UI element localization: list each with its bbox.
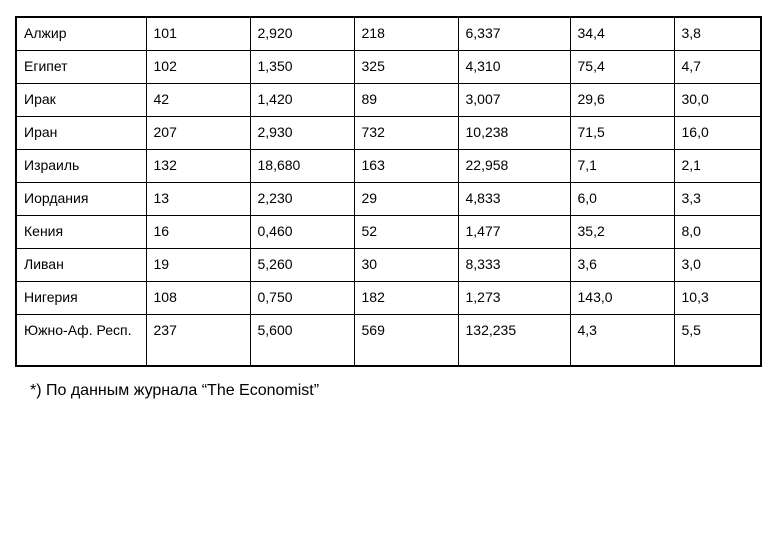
value-cell: 29,6 [570,84,674,117]
value-cell: 2,930 [250,117,354,150]
value-cell: 207 [146,117,250,150]
value-cell: 6,0 [570,183,674,216]
value-cell: 325 [354,51,458,84]
value-cell: 2,230 [250,183,354,216]
value-cell: 101 [146,17,250,51]
value-cell: 3,007 [458,84,570,117]
value-cell: 5,5 [674,315,761,367]
value-cell: 163 [354,150,458,183]
table-row [16,84,761,117]
table-row [16,315,761,367]
value-cell: 0,750 [250,282,354,315]
value-cell: 7,1 [570,150,674,183]
value-cell: 89 [354,84,458,117]
value-cell: 22,958 [458,150,570,183]
value-cell: 8,0 [674,216,761,249]
value-cell: 29 [354,183,458,216]
country-cell: Ирак [16,84,146,117]
country-cell: Нигерия [16,282,146,315]
value-cell: 1,273 [458,282,570,315]
value-cell: 10,3 [674,282,761,315]
value-cell: 16 [146,216,250,249]
value-cell: 569 [354,315,458,367]
table-row [16,117,761,150]
country-cell: Южно-Аф. Респ. [16,315,146,367]
value-cell: 42 [146,84,250,117]
value-cell: 30,0 [674,84,761,117]
table-row [16,183,761,216]
value-cell: 4,3 [570,315,674,367]
value-cell: 75,4 [570,51,674,84]
table-row [16,282,761,315]
value-cell: 19 [146,249,250,282]
country-cell: Кения [16,216,146,249]
table-row [16,51,761,84]
value-cell: 1,350 [250,51,354,84]
value-cell: 8,333 [458,249,570,282]
table-row [16,249,761,282]
value-cell: 0,460 [250,216,354,249]
value-cell: 2,920 [250,17,354,51]
value-cell: 143,0 [570,282,674,315]
value-cell: 5,260 [250,249,354,282]
value-cell: 10,238 [458,117,570,150]
table-row [16,17,761,51]
country-cell: Египет [16,51,146,84]
data-table [15,16,762,367]
value-cell: 132 [146,150,250,183]
value-cell: 4,310 [458,51,570,84]
country-cell: Израиль [16,150,146,183]
footnote: *) По данным журнала “The Economist” [30,382,320,399]
value-cell: 5,600 [250,315,354,367]
table-row [16,216,761,249]
country-cell: Иордания [16,183,146,216]
value-cell: 4,7 [674,51,761,84]
value-cell: 18,680 [250,150,354,183]
value-cell: 108 [146,282,250,315]
value-cell: 1,477 [458,216,570,249]
value-cell: 102 [146,51,250,84]
country-cell: Ливан [16,249,146,282]
value-cell: 3,6 [570,249,674,282]
value-cell: 6,337 [458,17,570,51]
value-cell: 30 [354,249,458,282]
value-cell: 732 [354,117,458,150]
country-cell: Иран [16,117,146,150]
value-cell: 218 [354,17,458,51]
value-cell: 4,833 [458,183,570,216]
value-cell: 237 [146,315,250,367]
value-cell: 3,0 [674,249,761,282]
value-cell: 71,5 [570,117,674,150]
value-cell: 13 [146,183,250,216]
value-cell: 34,4 [570,17,674,51]
value-cell: 1,420 [250,84,354,117]
value-cell: 35,2 [570,216,674,249]
value-cell: 52 [354,216,458,249]
value-cell: 182 [354,282,458,315]
table-body [16,17,761,366]
value-cell: 3,8 [674,17,761,51]
value-cell: 3,3 [674,183,761,216]
value-cell: 16,0 [674,117,761,150]
value-cell: 2,1 [674,150,761,183]
table-row [16,150,761,183]
country-cell: Алжир [16,17,146,51]
value-cell: 132,235 [458,315,570,367]
